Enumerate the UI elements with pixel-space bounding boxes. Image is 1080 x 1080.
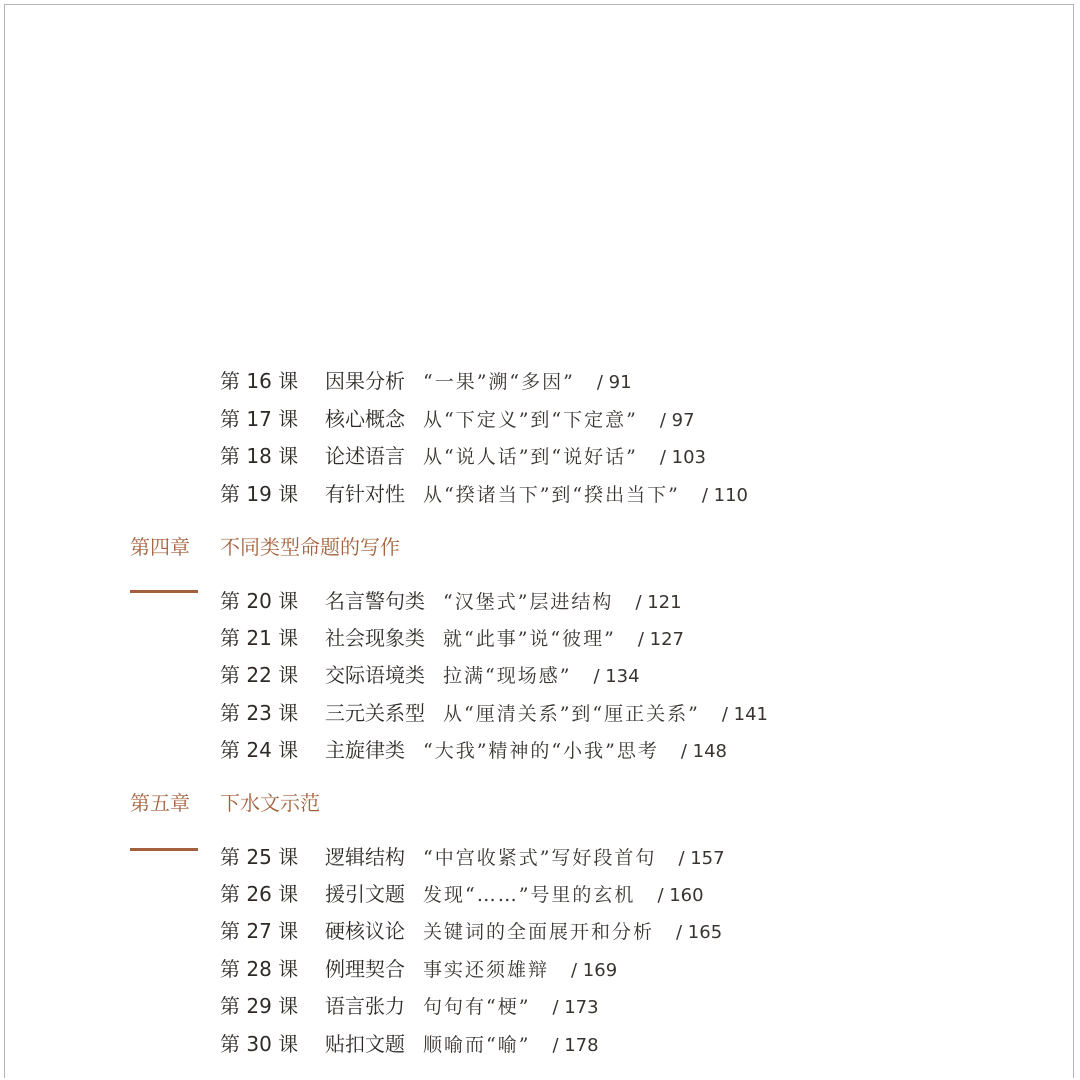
page-number: / 110 <box>701 485 749 506</box>
chapter-heading <box>130 532 400 562</box>
page-number: / 148 <box>680 741 728 762</box>
toc-entry[interactable] <box>220 586 682 616</box>
page-number: / 169 <box>571 960 618 981</box>
lesson-subtitle: “一果”溯“多因” <box>423 371 575 393</box>
page-number: / 127 <box>637 629 685 650</box>
page-number: / 91 <box>596 372 632 393</box>
lesson-subtitle: 关键词的全面展开和分析 <box>423 921 655 943</box>
lesson-title: 语言张力 <box>325 994 405 1018</box>
chapter-title: 不同类型命题的写作 <box>220 535 400 559</box>
toc-entry[interactable] <box>220 991 599 1021</box>
toc-entry[interactable] <box>220 1029 599 1059</box>
lesson-subtitle: 从“说人话”到“说好话” <box>423 446 638 468</box>
chapter-rule <box>130 848 198 851</box>
lesson-title: 援引文题 <box>325 882 405 906</box>
lesson-title: 逻辑结构 <box>325 845 405 869</box>
lesson-title: 因果分析 <box>325 369 405 393</box>
toc-entry[interactable] <box>220 698 768 728</box>
toc-entry[interactable] <box>220 842 725 872</box>
toc-entry[interactable] <box>220 623 684 653</box>
page-number: / 178 <box>552 1035 599 1056</box>
toc-entry[interactable] <box>220 441 706 471</box>
lesson-title: 例理契合 <box>325 957 405 981</box>
lesson-title: 核心概念 <box>325 407 405 431</box>
lesson-title: 交际语境类 <box>325 663 425 687</box>
toc-entry[interactable] <box>220 735 727 765</box>
lesson-subtitle: 事实还须雄辩 <box>423 959 550 981</box>
lesson-subtitle: 从“揆诸当下”到“揆出当下” <box>423 484 680 506</box>
chapter-rule <box>130 590 198 593</box>
lesson-title: 三元关系型 <box>325 701 425 725</box>
lesson-subtitle: 从“下定义”到“下定意” <box>423 409 638 431</box>
lesson-number: 第 25 课 <box>220 845 299 869</box>
lesson-number: 第 30 课 <box>220 1032 299 1056</box>
lesson-number: 第 26 课 <box>220 882 299 906</box>
lesson-number: 第 17 课 <box>220 407 299 431</box>
chapter-number: 第五章 <box>130 791 190 815</box>
lesson-title: 社会现象类 <box>325 626 425 650</box>
lesson-number: 第 16 课 <box>220 369 299 393</box>
chapter-heading <box>130 788 320 818</box>
lesson-title: 有针对性 <box>325 482 405 506</box>
lesson-subtitle: 拉满“现场感” <box>443 665 572 687</box>
toc-entry[interactable] <box>220 479 748 509</box>
page-number: / 165 <box>676 922 723 943</box>
toc-entry[interactable] <box>220 916 722 946</box>
lesson-title: 贴扣文题 <box>325 1032 405 1056</box>
toc-entry[interactable] <box>220 879 704 909</box>
lesson-number: 第 23 课 <box>220 701 299 725</box>
lesson-subtitle: “中宫收紧式”写好段首句 <box>423 847 657 869</box>
lesson-number: 第 22 课 <box>220 663 299 687</box>
lesson-subtitle: 就“此事”说“彼理” <box>443 628 616 650</box>
page-number: / 134 <box>593 666 640 687</box>
lesson-number: 第 29 课 <box>220 994 299 1018</box>
lesson-number: 第 20 课 <box>220 589 299 613</box>
page-number: / 97 <box>659 410 695 431</box>
page-number: / 141 <box>721 704 769 725</box>
toc-entry[interactable] <box>220 954 617 984</box>
lesson-subtitle: 从“厘清关系”到“厘正关系” <box>443 703 700 725</box>
lesson-number: 第 18 课 <box>220 444 299 468</box>
page-number: / 103 <box>659 447 707 468</box>
lesson-number: 第 27 课 <box>220 919 299 943</box>
lesson-number: 第 21 课 <box>220 626 299 650</box>
lesson-title: 主旋律类 <box>325 738 405 762</box>
lesson-title: 硬核议论 <box>325 919 405 943</box>
lesson-title: 名言警句类 <box>325 589 425 613</box>
lesson-subtitle: 句句有“梗” <box>423 996 531 1018</box>
lesson-subtitle: 顺喻而“喻” <box>423 1034 531 1056</box>
lesson-number: 第 19 课 <box>220 482 299 506</box>
page-number: / 121 <box>635 592 682 613</box>
chapter-title: 下水文示范 <box>220 791 320 815</box>
lesson-number: 第 28 课 <box>220 957 299 981</box>
page-number: / 173 <box>552 997 599 1018</box>
lesson-number: 第 24 课 <box>220 738 299 762</box>
toc-entry[interactable] <box>220 404 695 434</box>
lesson-subtitle: “汉堡式”层进结构 <box>443 591 614 613</box>
lesson-title: 论述语言 <box>325 444 405 468</box>
page-number: / 157 <box>678 848 725 869</box>
chapter-number: 第四章 <box>130 535 190 559</box>
page-number: / 160 <box>657 885 704 906</box>
toc-entry[interactable] <box>220 660 640 690</box>
lesson-subtitle: “大我”精神的“小我”思考 <box>423 740 659 762</box>
lesson-subtitle: 发现“……”号里的玄机 <box>423 884 636 906</box>
toc-entry[interactable] <box>220 366 632 396</box>
